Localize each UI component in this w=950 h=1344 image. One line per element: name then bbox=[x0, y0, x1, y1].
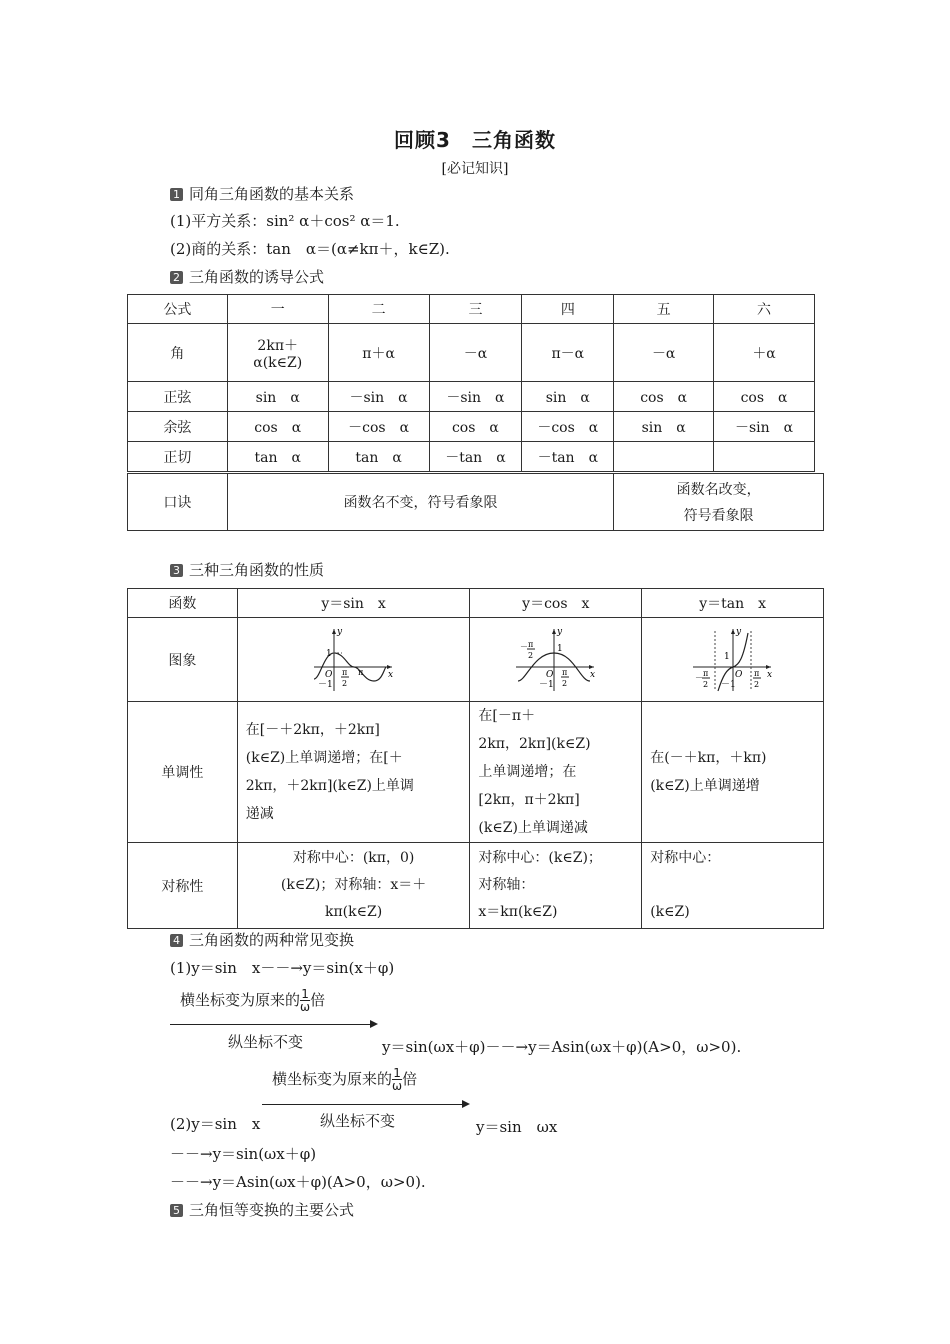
row-label: 角 bbox=[128, 324, 228, 382]
cell-line: 在(－＋kπ，＋kπ) bbox=[650, 750, 767, 766]
table-row-graph bbox=[128, 618, 824, 702]
arrowhead-icon bbox=[370, 1020, 378, 1028]
mnemonic-row bbox=[128, 474, 824, 531]
graph-cell-sin bbox=[237, 618, 470, 702]
graph-label-two: 2 bbox=[753, 679, 759, 689]
cell-line: 对称中心：(k∈Z)； bbox=[478, 850, 602, 866]
table-cell bbox=[227, 324, 328, 382]
row-label: 正弦 bbox=[128, 382, 228, 412]
table-cell: π－α bbox=[522, 324, 614, 382]
section-heading-5 bbox=[170, 1199, 354, 1220]
header-cell: 函数 bbox=[128, 589, 238, 618]
cell-line: 对称中心： bbox=[650, 850, 721, 866]
over-text: 横坐标变为原来的 bbox=[180, 991, 301, 1009]
row-label: 单调性 bbox=[128, 702, 238, 843]
graph-label-minus: － bbox=[694, 672, 703, 682]
header-cell: y＝sin x bbox=[237, 589, 470, 618]
fraction-denominator: ω bbox=[392, 1079, 403, 1093]
graph-label-pi: π bbox=[341, 667, 347, 677]
transform-line-1b: y＝sin(ωx＋φ)－－→y＝Asin(ωx＋φ)(A>0，ω>0). bbox=[382, 1038, 742, 1056]
graph-label-one: 1 bbox=[723, 651, 730, 662]
graph-label-origin: O bbox=[545, 669, 554, 680]
mono-cell-tan bbox=[642, 702, 824, 843]
table-cell: －cos α bbox=[328, 412, 429, 442]
table-cell: tan α bbox=[227, 442, 328, 472]
arrow-over-label bbox=[180, 988, 325, 1013]
table-cell: ＋α bbox=[714, 324, 815, 382]
fraction bbox=[300, 988, 310, 1013]
transform-line-2b: y＝sin ωx bbox=[476, 1118, 558, 1136]
header-cell: 三 bbox=[429, 295, 522, 324]
over-text: 横坐标变为原来的 bbox=[272, 1070, 393, 1088]
table-row-sine bbox=[128, 382, 815, 412]
table-cell: －tan α bbox=[522, 442, 614, 472]
table-cell: sin α bbox=[522, 382, 614, 412]
section-number-badge: 2 bbox=[170, 271, 183, 284]
arrow-under-label: 纵坐标不变 bbox=[228, 1033, 304, 1051]
arrow-over-label bbox=[272, 1067, 417, 1092]
cell-line: 函数名改变， bbox=[676, 482, 761, 498]
graph-label-pi: π bbox=[702, 668, 708, 678]
header-cell: y＝cos x bbox=[470, 589, 642, 618]
cell-line: 2kπ，＋2kπ](k∈Z)上单调 bbox=[245, 778, 414, 794]
table-row-cosine bbox=[128, 412, 815, 442]
row-label: 图象 bbox=[128, 618, 238, 702]
graph-label-neg-one: －1 bbox=[720, 679, 736, 690]
graph-label-y: y bbox=[336, 626, 342, 637]
header-cell: y＝tan x bbox=[642, 589, 824, 618]
header-cell: 二 bbox=[328, 295, 429, 324]
sine-graph bbox=[312, 625, 396, 695]
graph-label-one: 1 bbox=[556, 643, 563, 654]
row-label: 余弦 bbox=[128, 412, 228, 442]
transform-line-4: －－→y＝Asin(ωx＋φ)(A>0，ω>0). bbox=[170, 1173, 426, 1191]
table-cell: sin α bbox=[614, 412, 714, 442]
section-title: 三角恒等变换的主要公式 bbox=[189, 1201, 355, 1219]
cell-line: (k∈Z) bbox=[650, 904, 690, 920]
table-row-angle bbox=[128, 324, 815, 382]
graph-label-one: 1 bbox=[325, 648, 332, 659]
table-cell: tan α bbox=[328, 442, 429, 472]
table-cell: π＋α bbox=[328, 324, 429, 382]
graph-label-pi: π bbox=[561, 667, 568, 677]
header-cell: 四 bbox=[522, 295, 614, 324]
section-number-badge: 3 bbox=[170, 564, 183, 577]
mnemonic-cell bbox=[614, 474, 824, 531]
page-subtitle: [必记知识] bbox=[441, 161, 509, 177]
table-cell bbox=[614, 442, 714, 472]
graph-label-pi: π bbox=[527, 639, 534, 649]
section-title: 同角三角函数的基本关系 bbox=[189, 185, 355, 203]
graph-label-y: y bbox=[556, 626, 562, 637]
row-label: 对称性 bbox=[128, 843, 238, 929]
section-number-badge: 5 bbox=[170, 1204, 183, 1217]
section-title: 三角函数的两种常见变换 bbox=[189, 931, 355, 949]
cell-line: [2kπ，π＋2kπ] bbox=[478, 792, 580, 808]
over-suffix: 倍 bbox=[310, 991, 326, 1009]
relation-line-2: (2)商的关系：tan α＝(α≠kπ＋，k∈Z). bbox=[170, 240, 450, 258]
graph-label-neg-one: －1 bbox=[538, 679, 554, 690]
tangent-graph bbox=[691, 625, 775, 695]
cell-line: 递减 bbox=[245, 806, 274, 822]
page-title: 回顾3 三角函数 bbox=[394, 128, 556, 152]
fraction-numerator: 1 bbox=[393, 1066, 401, 1080]
cell-line: 在[－π＋ bbox=[478, 708, 536, 724]
section-title: 三角函数的诱导公式 bbox=[189, 268, 325, 286]
table-cell: cos α bbox=[614, 382, 714, 412]
graph-cell-tan bbox=[642, 618, 824, 702]
cell-line bbox=[650, 872, 819, 899]
section-heading-1 bbox=[170, 183, 354, 204]
section-heading-3 bbox=[170, 559, 324, 580]
cell-line: x＝kπ(k∈Z) bbox=[478, 904, 558, 920]
cell-line: 在[－＋2kπ，＋2kπ] bbox=[245, 722, 380, 738]
table-cell: cos α bbox=[227, 412, 328, 442]
table-row-tangent bbox=[128, 442, 815, 472]
row-label: 口诀 bbox=[128, 474, 228, 531]
mnemonic-cell: 函数名不变，符号看象限 bbox=[227, 474, 613, 531]
cell-line: 上单调递增；在 bbox=[478, 764, 577, 780]
graph-label-two: 2 bbox=[702, 679, 708, 689]
table-header-row bbox=[128, 589, 824, 618]
table-row-symmetry bbox=[128, 843, 824, 929]
fraction-numerator: 1 bbox=[301, 987, 309, 1001]
graph-label-x: x bbox=[589, 669, 595, 680]
table-cell: －sin α bbox=[328, 382, 429, 412]
mnemonic-table bbox=[127, 473, 824, 531]
table-cell: －cos α bbox=[522, 412, 614, 442]
graph-label-two: 2 bbox=[341, 678, 347, 688]
graph-label-pi: π bbox=[357, 667, 363, 677]
sym-cell-tan bbox=[642, 843, 824, 929]
transform-line-1: (1)y＝sin x－－→y＝sin(x＋φ) bbox=[170, 959, 395, 977]
relation-line-1: (1)平方关系：sin² α＋cos² α＝1. bbox=[170, 212, 400, 230]
graph-label-x: x bbox=[766, 669, 772, 680]
table-cell: cos α bbox=[429, 412, 522, 442]
section-number-badge: 4 bbox=[170, 934, 183, 947]
transform-arrow-2 bbox=[262, 1104, 462, 1105]
graph-label-origin: O bbox=[734, 669, 742, 680]
table-cell: －α bbox=[429, 324, 522, 382]
table-cell: －tan α bbox=[429, 442, 522, 472]
table-cell: －α bbox=[614, 324, 714, 382]
cell-line: (k∈Z)；对称轴：x＝＋ bbox=[280, 877, 427, 893]
cell-line: kπ(k∈Z) bbox=[324, 904, 383, 920]
mono-cell-cos bbox=[470, 702, 642, 843]
section-number-badge: 1 bbox=[170, 188, 183, 201]
cell-line: α(k∈Z) bbox=[253, 354, 303, 371]
cell-line: 符号看象限 bbox=[683, 508, 754, 524]
induction-formula-table bbox=[127, 294, 815, 472]
sym-cell-cos bbox=[470, 843, 642, 929]
fraction bbox=[392, 1067, 402, 1092]
arrow-under-label: 纵坐标不变 bbox=[320, 1112, 396, 1130]
cell-line: 对称中心：(kπ，0) bbox=[292, 850, 415, 866]
graph-label-two: 2 bbox=[527, 650, 533, 660]
graph-label-neg-one: －1 bbox=[317, 679, 333, 690]
cell-line: (k∈Z)上单调递增；在[＋ bbox=[245, 750, 403, 766]
graph-label-y: y bbox=[735, 626, 741, 637]
table-cell: sin α bbox=[227, 382, 328, 412]
cell-line: 2kπ，2kπ](k∈Z) bbox=[478, 736, 591, 752]
transform-line-3: －－→y＝sin(ωx＋φ) bbox=[170, 1145, 317, 1163]
fraction-denominator: ω bbox=[300, 1000, 311, 1014]
graph-label-pi: π bbox=[753, 668, 759, 678]
table-header-row bbox=[128, 295, 815, 324]
header-cell: 六 bbox=[714, 295, 815, 324]
cell-line: (k∈Z)上单调递减 bbox=[478, 820, 588, 836]
header-cell: 一 bbox=[227, 295, 328, 324]
graph-label-two: 2 bbox=[561, 678, 567, 688]
graph-label-origin: O bbox=[324, 669, 332, 680]
graph-cell-cos bbox=[470, 618, 642, 702]
row-label: 正切 bbox=[128, 442, 228, 472]
header-cell: 公式 bbox=[128, 295, 228, 324]
transform-arrow-1 bbox=[170, 1024, 370, 1025]
cell-line: 2kπ＋ bbox=[257, 337, 299, 354]
section-title: 三种三角函数的性质 bbox=[189, 561, 325, 579]
arrowhead-icon bbox=[462, 1100, 470, 1108]
sym-cell-sin bbox=[237, 843, 470, 929]
header-cell: 五 bbox=[614, 295, 714, 324]
transform-line-2a: (2)y＝sin x bbox=[170, 1115, 261, 1133]
cell-line: (k∈Z)上单调递增 bbox=[650, 778, 760, 794]
function-properties-table bbox=[127, 588, 824, 929]
graph-label-minus: － bbox=[519, 641, 528, 651]
section-heading-2 bbox=[170, 266, 324, 287]
mono-cell-sin bbox=[237, 702, 470, 843]
cosine-graph bbox=[514, 625, 598, 695]
table-cell: －sin α bbox=[714, 412, 815, 442]
table-cell: －sin α bbox=[429, 382, 522, 412]
cell-line: 对称轴： bbox=[478, 877, 535, 893]
graph-label-x: x bbox=[387, 669, 393, 680]
over-suffix: 倍 bbox=[402, 1070, 418, 1088]
table-row-monotonicity bbox=[128, 702, 824, 843]
table-cell bbox=[714, 442, 815, 472]
table-cell: cos α bbox=[714, 382, 815, 412]
section-heading-4 bbox=[170, 929, 354, 950]
